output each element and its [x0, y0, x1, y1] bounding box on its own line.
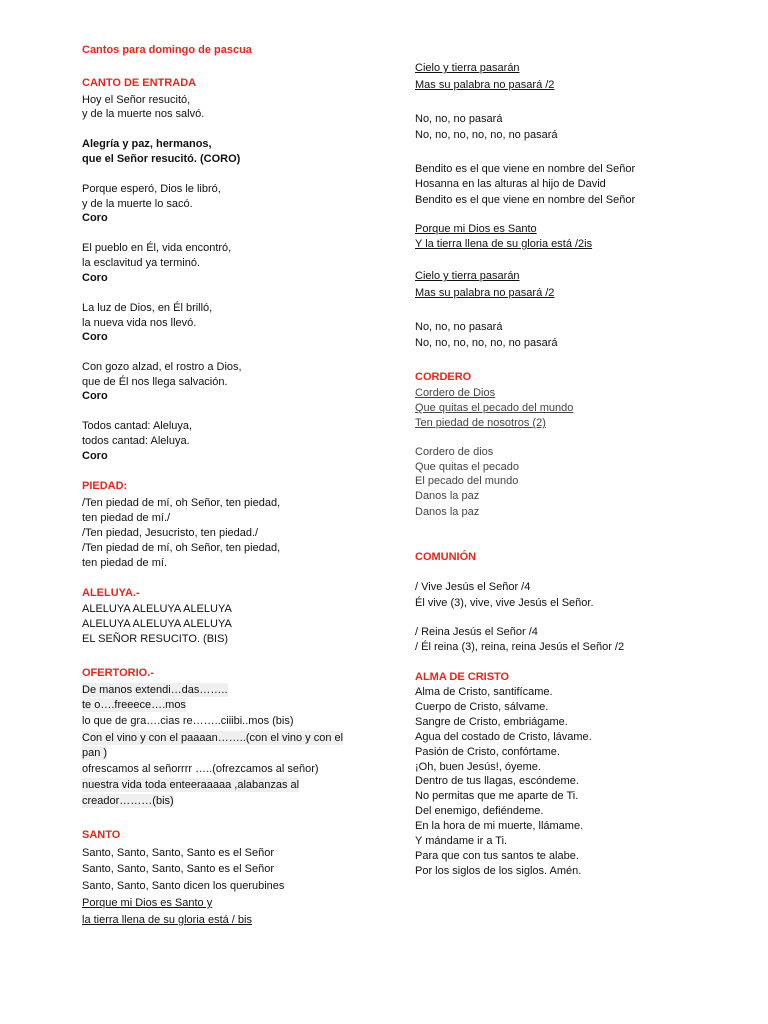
text-line: Danos la paz — [415, 506, 480, 518]
text-line: Porque mi Dios es Santo y — [82, 897, 213, 909]
text-line: De manos extendi…das…….. — [82, 684, 228, 696]
text-line: Cuerpo de Cristo, sálvame. — [415, 701, 549, 713]
text-line: Alma de Cristo, santifícame. — [415, 686, 553, 698]
text-line: ten piedad de mí. — [82, 557, 168, 569]
text-line: La luz de Dios, en Él brilló, — [82, 302, 213, 314]
text-line: Ten piedad de nosotros (2) — [415, 417, 546, 429]
text-line: Él vive (3), vive, vive Jesús el Señor. — [415, 597, 594, 609]
text-line: lo que de gra….cias re……..ciiibi..mos (bis) — [82, 715, 294, 727]
text-line: Cielo y tierra pasarán — [415, 270, 520, 282]
text-line: Con el vino y con el paaaan……..(con el vino y con el — [82, 732, 344, 744]
text-line: Dentro de tus llagas, escóndeme. — [415, 775, 579, 787]
text-line: Santo, Santo, Santo, Santo es el Señor — [82, 847, 275, 859]
text-line: No, no, no pasará — [415, 113, 503, 125]
text-line: Alegría y paz, hermanos, — [82, 138, 212, 150]
section-heading: SANTO — [82, 829, 121, 841]
text-line: Para que con tus santos te alabe. — [415, 850, 579, 862]
text-line: Coro — [82, 212, 108, 224]
text-line: Con gozo alzad, el rostro a Dios, — [82, 361, 242, 373]
text-line: Coro — [82, 331, 108, 343]
text-line: la tierra llena de su gloria está / bis — [82, 914, 252, 926]
text-line: Mas su palabra no pasará /2 — [415, 287, 555, 299]
text-line: te o….freeece….mos — [82, 699, 186, 711]
text-line: Bendito es el que viene en nombre del Señor — [415, 163, 636, 175]
text-line: ¡Oh, buen Jesús!, óyeme. — [415, 761, 541, 773]
text-line: Sangre de Cristo, embriágame. — [415, 716, 568, 728]
text-line: Coro — [82, 450, 108, 462]
text-line: /Ten piedad de mí, oh Señor, ten piedad, — [82, 542, 281, 554]
text-line: Porque mi Dios es Santo — [415, 223, 537, 235]
text-line: ofrescamos al señorrrr …..(ofrezcamos al señor) — [82, 763, 319, 775]
text-line: / Vive Jesús el Señor /4 — [415, 581, 531, 593]
text-line: EL SEÑOR RESUCITO. (BIS) — [82, 633, 229, 645]
text-line: Porque esperó, Dios le libró, — [82, 183, 221, 195]
text-line: /Ten piedad, Jesucristo, ten piedad./ — [82, 527, 259, 539]
text-line: Cielo y tierra pasarán — [415, 62, 520, 74]
text-line: El pecado del mundo — [415, 475, 519, 487]
text-line: Coro — [82, 390, 108, 402]
section-heading: ALMA DE CRISTO — [415, 671, 510, 683]
text-line: y de la muerte lo sacó. — [82, 198, 193, 210]
text-line: la esclavitud ya terminó. — [82, 257, 200, 269]
text-line: Todos cantad: Aleluya, — [82, 420, 193, 432]
text-line: El pueblo en Él, vida encontró, — [82, 242, 232, 254]
text-line: ten piedad de mí./ — [82, 512, 171, 524]
text-line: No, no, no, no, no, no pasará — [415, 337, 558, 349]
section-heading: OFERTORIO.- — [82, 667, 154, 679]
text-line: Del enemigo, defiéndeme. — [415, 805, 544, 817]
text-line: Santo, Santo, Santo, Santo es el Señor — [82, 863, 275, 875]
text-line: Por los siglos de los siglos. Amén. — [415, 865, 582, 877]
text-line: Pasión de Cristo, confórtame. — [415, 746, 560, 758]
section-heading: ALELUYA.- — [82, 587, 140, 599]
text-line: Que quitas el pecado del mundo — [415, 402, 574, 414]
text-line: todos cantad: Aleluya. — [82, 435, 190, 447]
text-line: / Reina Jesús el Señor /4 — [415, 626, 538, 638]
text-line: ALELUYA ALELUYA ALELUYA — [82, 603, 232, 615]
text-line: Mas su palabra no pasará /2 — [415, 79, 555, 91]
text-line: que el Señor resucitó. (CORO) — [82, 153, 241, 165]
text-line: Y la tierra llena de su gloria está /2is — [415, 238, 593, 250]
text-line: nuestra vida toda enteeraaaaa ,alabanzas al — [82, 779, 300, 791]
text-line: Cordero de dios — [415, 446, 494, 458]
text-line: No permitas que me aparte de Ti. — [415, 790, 579, 802]
section-heading: PIEDAD: — [82, 480, 128, 492]
text-line: Que quitas el pecado — [415, 461, 519, 473]
text-line: /Ten piedad de mí, oh Señor, ten piedad, — [82, 497, 281, 509]
text-line: No, no, no pasará — [415, 321, 503, 333]
text-line: No, no, no, no, no, no pasará — [415, 129, 558, 141]
section-heading: Cantos para domingo de pascua — [82, 44, 252, 56]
text-line: Coro — [82, 272, 108, 284]
text-line: ALELUYA ALELUYA ALELUYA — [82, 618, 232, 630]
text-line: Danos la paz — [415, 490, 480, 502]
text-line: En la hora de mi muerte, llámame. — [415, 820, 584, 832]
text-line: Cordero de Dios — [415, 387, 496, 399]
text-line: Y mándame ir a Ti. — [415, 835, 508, 847]
text-line: creador………(bis) — [82, 795, 174, 807]
section-heading: COMUNIÓN — [415, 551, 477, 563]
text-line: Hosanna en las alturas al hijo de David — [415, 178, 606, 190]
text-line: Santo, Santo, Santo dicen los querubines — [82, 880, 285, 892]
text-line: Hoy el Señor resucitó, — [82, 94, 191, 106]
text-line: la nueva vida nos llevó. — [82, 317, 197, 329]
section-heading: CORDERO — [415, 371, 472, 383]
text-line: / Él reina (3), reina, reina Jesús el Señor /2 — [415, 641, 625, 653]
text-line: que de Él nos llega salvación. — [82, 376, 228, 388]
text-line: Bendito es el que viene en nombre del Señor — [415, 194, 636, 206]
text-line: pan ) — [82, 747, 108, 759]
section-heading: CANTO DE ENTRADA — [82, 77, 197, 89]
text-line: Agua del costado de Cristo, lávame. — [415, 731, 592, 743]
text-line: y de la muerte nos salvó. — [82, 108, 205, 120]
